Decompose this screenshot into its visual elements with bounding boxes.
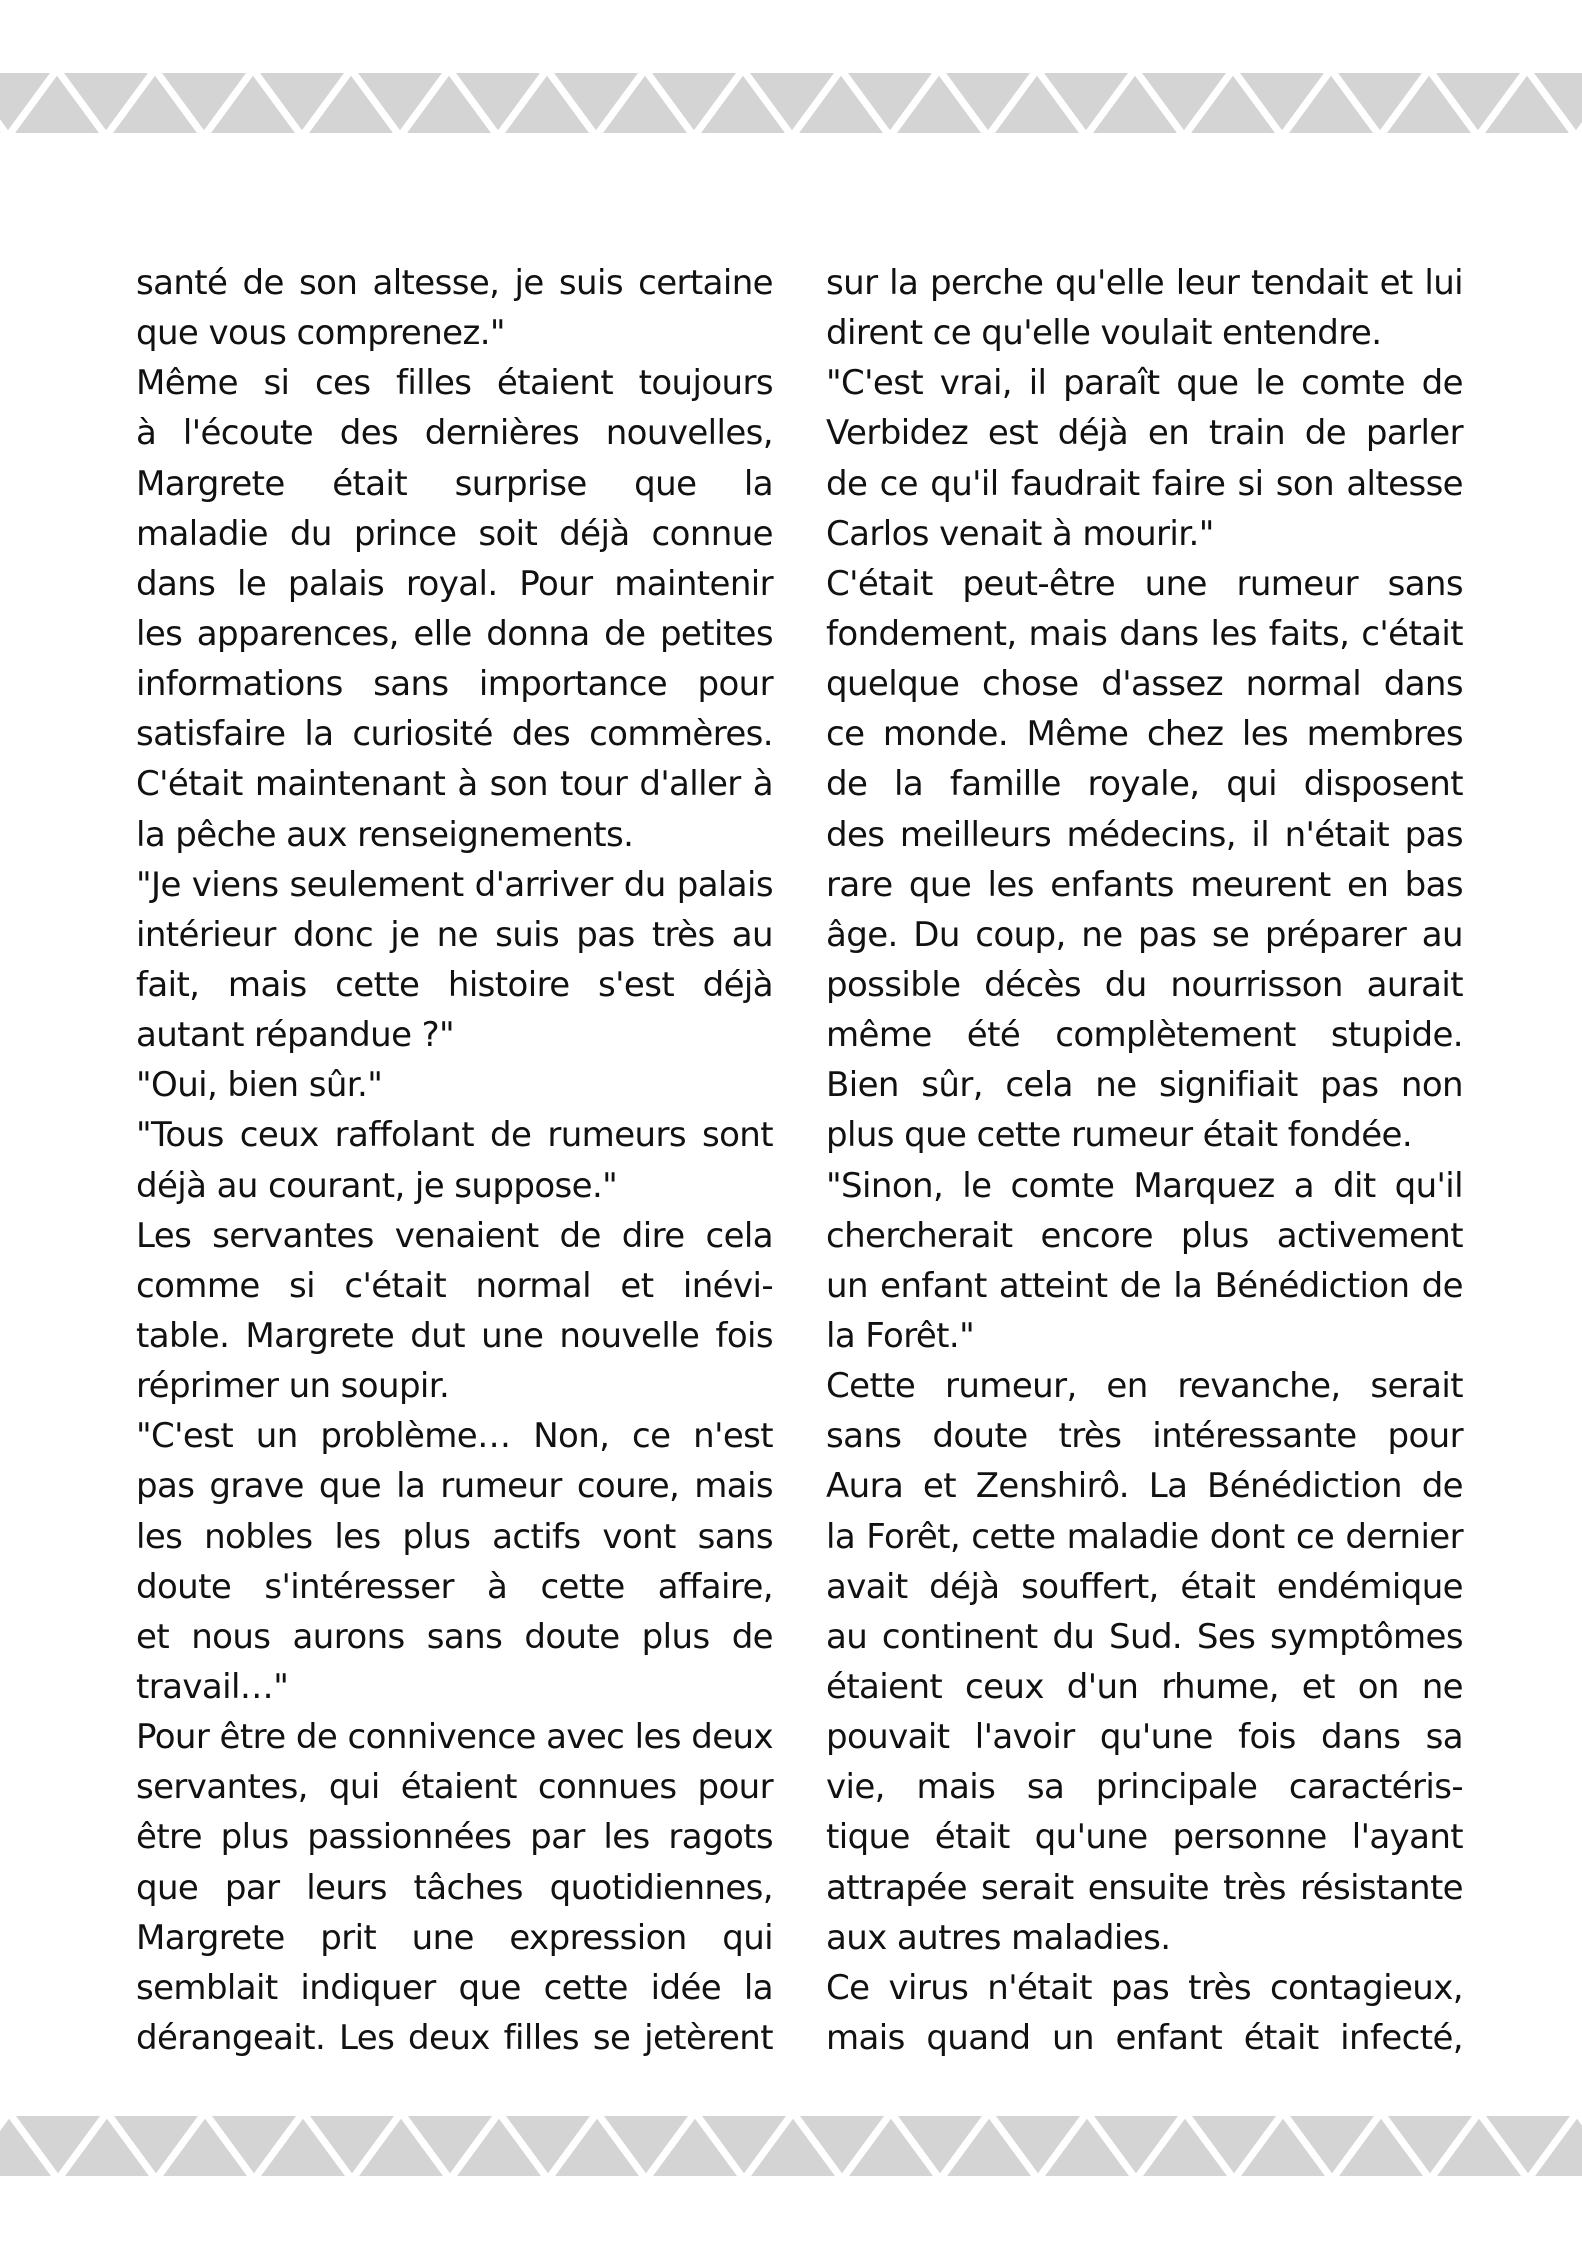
text-line: avait déjà souffert, était endémique [826,1566,1463,1607]
bottom-triangle-border [0,2116,1582,2176]
text-line: que par leurs tâches quotidiennes, [136,1867,773,1908]
text-line: déjà au courant, je suppose." [136,1165,618,1206]
text-line: un enfant atteint de la Bénédiction de [826,1265,1463,1306]
text-line: que vous comprenez." [136,313,505,354]
text-line: étaient ceux d'un rhume, et on ne [826,1666,1463,1707]
text-line: possible décès du nourrisson aurait [826,964,1463,1005]
text-line: travail…" [136,1666,289,1707]
text-line: sur la perche qu'elle leur tendait et lui [826,263,1463,303]
text-line: Aura et Zenshirô. La Bénédiction de [826,1466,1463,1507]
text-line: Ce virus n'était pas très contagieux, [826,1967,1463,2008]
text-line: autant répandue ?" [136,1015,455,1056]
text-line: "Je viens seulement d'arriver du palais [136,864,773,905]
text-line: être plus passionnées par les ragots [136,1817,773,1858]
text-line: "Sinon, le comte Marquez a dit qu'il [826,1165,1463,1206]
text-line: Même si ces filles étaient toujours [136,363,773,404]
text-line: Carlos venait à mourir." [826,513,1214,554]
text-line: intérieur donc je ne suis pas très au [136,914,773,955]
text-line: pas grave que la rumeur coure, mais [136,1466,773,1507]
text-line: comme si c'était normal et inévi- [136,1265,773,1306]
text-line: Margrete prit une expression qui [136,1917,773,1958]
text-line: âge. Du coup, ne pas se préparer au [826,914,1463,955]
text-line: "Tous ceux raffolant de rumeurs sont [136,1115,773,1156]
text-line: santé de son altesse, je suis certaine [136,263,773,303]
text-line: au continent du Sud. Ses symptômes [826,1616,1463,1657]
text-line: quelque chose d'assez normal dans [826,664,1463,705]
text-line: sans doute très intéressante pour [826,1416,1463,1457]
text-line: et nous aurons sans doute plus de [136,1616,773,1657]
text-line: même été complètement stupide. [826,1015,1463,1056]
text-line: vie, mais sa principale caractéris- [826,1767,1463,1808]
text-line: pouvait l'avoir qu'une fois dans sa [826,1717,1463,1758]
right-text-column [826,258,1463,2063]
text-line: aux autres maladies. [826,1917,1171,1958]
text-line: Bien sûr, cela ne signifiait pas non [826,1065,1463,1106]
text-line: réprimer un soupir. [136,1366,450,1407]
text-line: C'était maintenant à son tour d'aller à [136,764,773,805]
text-line: les nobles les plus actifs vont sans [136,1516,773,1557]
left-text-column [136,258,773,2063]
text-line: mais quand un enfant était infecté, [826,2017,1463,2058]
text-line: doute s'intéresser à cette affaire, [136,1566,773,1607]
text-line: de ce qu'il faudrait faire si son altesse [826,463,1463,504]
text-line: Pour être de connivence avec les deux [136,1717,773,1758]
text-line: la Forêt." [826,1315,975,1356]
text-line: dans le palais royal. Pour maintenir [136,563,773,604]
text-line: fait, mais cette histoire s'est déjà [136,964,773,1005]
top-triangle-border [0,73,1582,133]
text-line: chercherait encore plus activement [826,1215,1463,1256]
text-line: informations sans importance pour [136,664,773,705]
text-line: "Oui, bien sûr." [136,1065,383,1106]
text-line: rare que les enfants meurent en bas [826,864,1463,905]
text-line: ce monde. Même chez les membres [826,714,1463,755]
text-line: maladie du prince soit déjà connue [136,513,773,554]
text-line: servantes, qui étaient connues pour [136,1767,773,1808]
text-line: Cette rumeur, en revanche, serait [826,1366,1463,1407]
text-line: tique était qu'une personne l'ayant [826,1817,1463,1858]
text-line: de la famille royale, qui disposent [826,764,1463,805]
text-line: plus que cette rumeur était fondée. [826,1115,1413,1156]
text-line: fondement, mais dans les faits, c'était [826,613,1463,654]
text-line: les apparences, elle donna de petites [136,613,773,654]
text-line: semblait indiquer que cette idée la [136,1967,773,2008]
text-line: Margrete était surprise que la [136,463,773,504]
text-line: des meilleurs médecins, il n'était pas [826,814,1463,855]
text-line: attrapée serait ensuite très résistante [826,1867,1463,1908]
text-line: dérangeait. Les deux filles se jetèrent [136,2017,773,2058]
text-line: Les servantes venaient de dire cela [136,1215,773,1256]
text-line: C'était peut-être une rumeur sans [826,563,1463,604]
text-line: "C'est un problème… Non, ce n'est [136,1416,773,1457]
text-line: Verbidez est déjà en train de parler [826,413,1463,454]
text-line: à l'écoute des dernières nouvelles, [136,413,773,454]
text-line: table. Margrete dut une nouvelle fois [136,1315,773,1356]
text-line: satisfaire la curiosité des commères. [136,714,773,755]
text-line: la Forêt, cette maladie dont ce dernier [826,1516,1463,1557]
text-line: la pêche aux renseignements. [136,814,634,855]
text-line: "C'est vrai, il paraît que le comte de [826,363,1463,404]
text-line: dirent ce qu'elle voulait entendre. [826,313,1382,354]
